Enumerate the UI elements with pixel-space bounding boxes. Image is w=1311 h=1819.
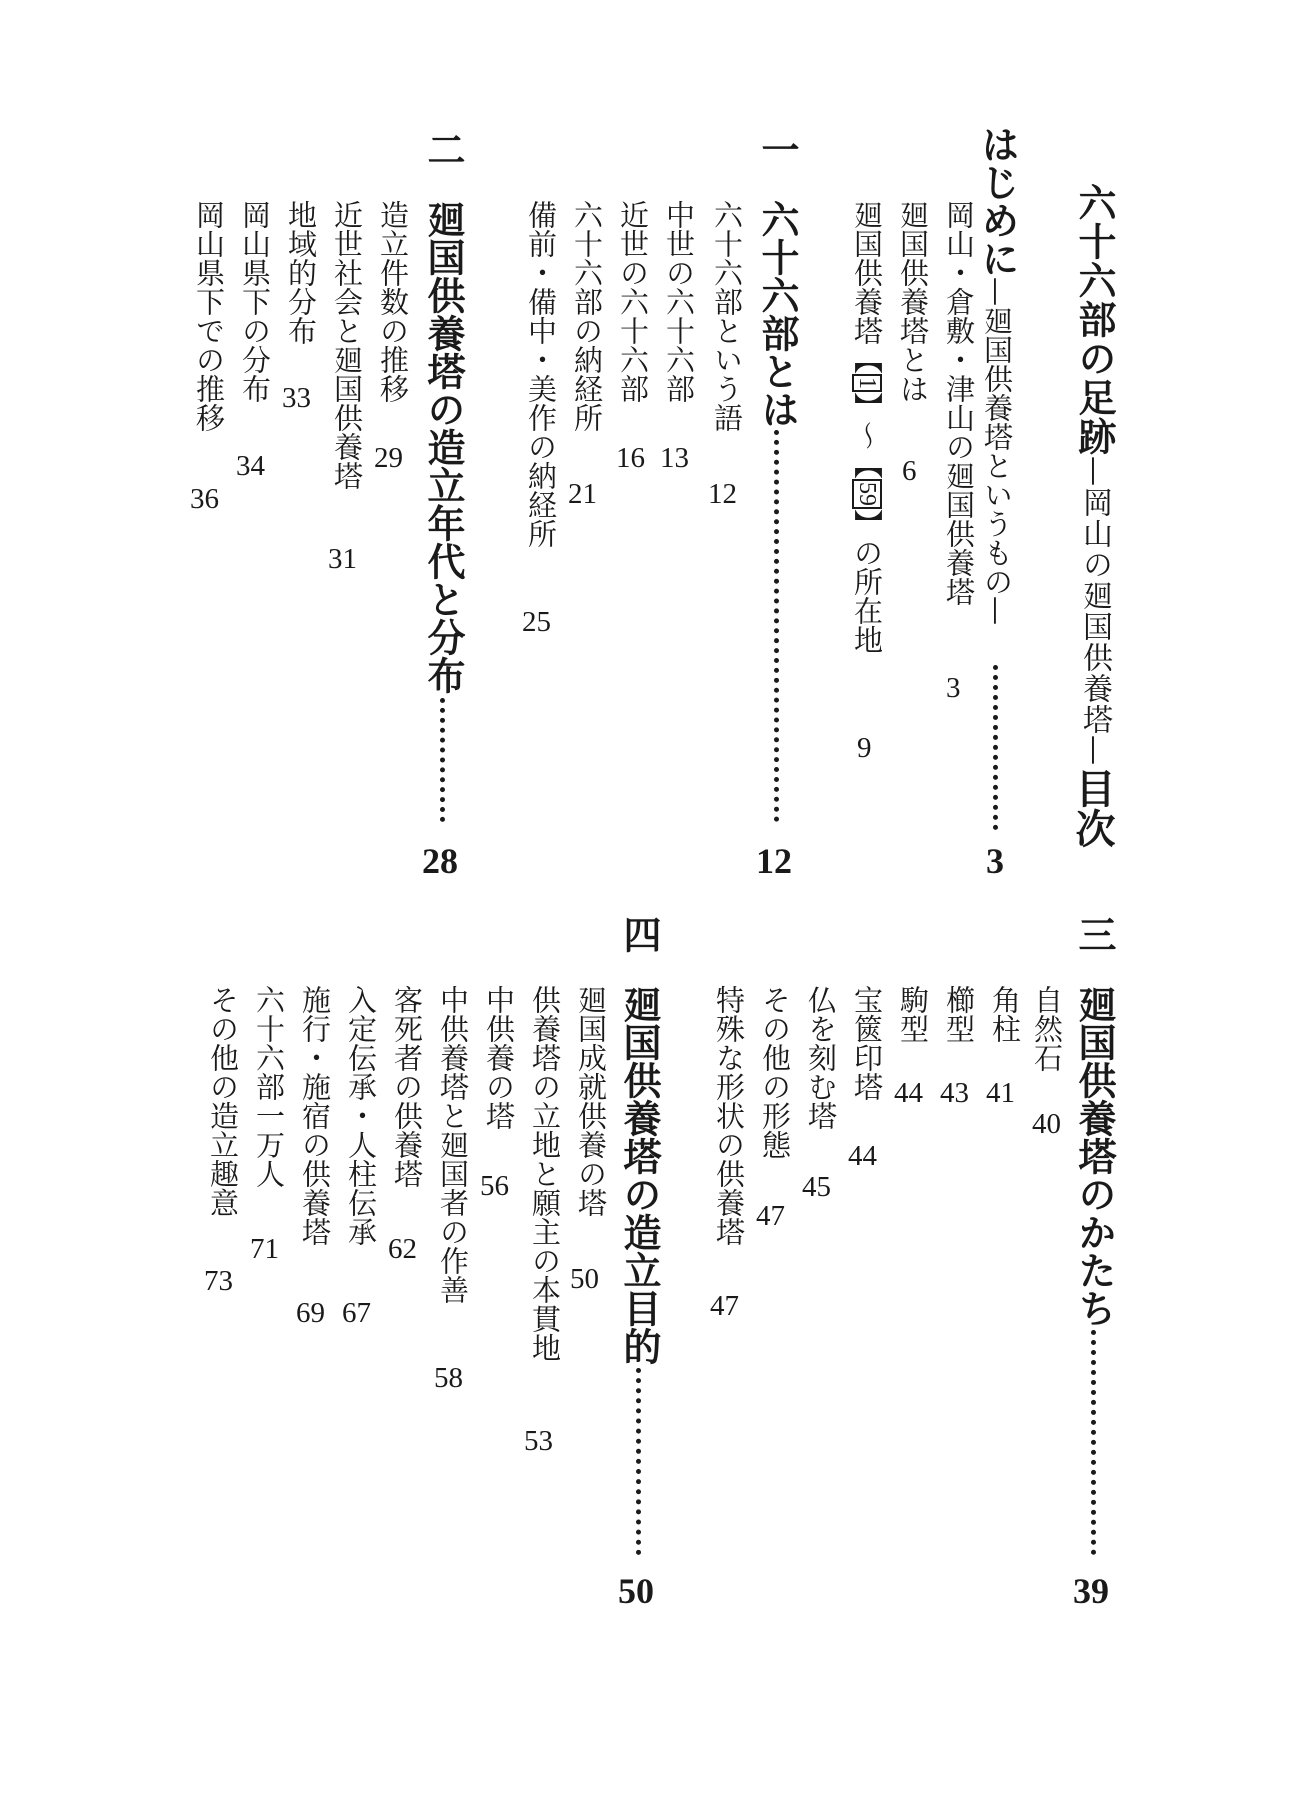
section-4-item-8-page: 71 bbox=[250, 1233, 279, 1265]
section-4-item-2-page: 53 bbox=[524, 1425, 553, 1457]
book-title bbox=[1072, 183, 1117, 766]
section-3-item-2-page: 41 bbox=[986, 1077, 1015, 1109]
section-2-numeral: 二 bbox=[421, 130, 466, 168]
section-2-item-5-page: 36 bbox=[190, 483, 219, 515]
section-1-item-5: 備前・備中・美作の納経所 bbox=[524, 200, 558, 548]
section-3-item-3-page: 43 bbox=[940, 1077, 969, 1109]
intro-item-3-page: 9 bbox=[857, 732, 872, 764]
section-1-item-1-page: 12 bbox=[708, 478, 737, 510]
section-3-item-1: 自然石 bbox=[1030, 985, 1064, 1072]
location-box-59: 59 bbox=[852, 479, 882, 509]
section-3-item-6: 仏を刻む塔 bbox=[804, 985, 838, 1130]
section-4-item-3: 中供養の塔 bbox=[482, 985, 516, 1130]
section-4-item-9-page: 73 bbox=[204, 1265, 233, 1297]
section-2-leader bbox=[440, 698, 445, 822]
section-3-item-8: 特殊な形状の供養塔 bbox=[712, 985, 746, 1246]
section-2-heading: 廻国供養塔の造立年代と分布 bbox=[421, 200, 466, 694]
intro-item-2-page: 6 bbox=[902, 455, 917, 487]
section-4-item-5-page: 62 bbox=[388, 1233, 417, 1265]
section-1-numeral: 一 bbox=[755, 130, 800, 168]
section-3-page: 39 bbox=[1073, 1571, 1109, 1611]
section-2-item-2: 近世社会と廻国供養塔 bbox=[330, 200, 364, 490]
section-3-item-5: 宝篋印塔 bbox=[850, 985, 884, 1101]
section-4-item-6-page: 67 bbox=[342, 1297, 371, 1329]
intro-leader bbox=[993, 665, 998, 830]
section-1-item-4: 六十六部の納経所 bbox=[570, 200, 604, 432]
section-4-item-7: 施行・施宿の供養塔 bbox=[298, 985, 332, 1246]
section-2-item-1-page: 29 bbox=[374, 442, 403, 474]
section-1-item-3: 近世の六十六部 bbox=[616, 200, 650, 403]
section-1-item-5-page: 25 bbox=[522, 606, 551, 638]
intro-item-3: 廻国供養塔【1】～【59】の所在地 bbox=[850, 200, 884, 654]
section-1-item-3-page: 16 bbox=[616, 442, 645, 474]
intro-item-1-page: 3 bbox=[946, 672, 961, 704]
section-2-item-4: 岡山県下の分布 bbox=[238, 200, 272, 403]
section-4-item-3-page: 56 bbox=[480, 1170, 509, 1202]
section-3-numeral: 三 bbox=[1072, 915, 1117, 953]
section-4-item-6: 入定伝承・人柱伝承 bbox=[344, 985, 378, 1246]
section-3-item-7: その他の形態 bbox=[758, 985, 792, 1159]
section-2-item-3-page: 33 bbox=[282, 382, 311, 414]
section-4-item-4-page: 58 bbox=[434, 1362, 463, 1394]
toc-label: 目次 bbox=[1069, 768, 1116, 848]
section-3-item-3: 櫛型 bbox=[942, 985, 976, 1043]
intro-heading: はじめに—廻国供養塔というもの— bbox=[975, 125, 1020, 625]
section-3-item-7-page: 47 bbox=[756, 1200, 785, 1232]
intro-page: 3 bbox=[986, 841, 1004, 881]
section-3-item-5-page: 44 bbox=[848, 1140, 877, 1172]
section-3-leader bbox=[1091, 1330, 1096, 1555]
section-3-item-1-page: 40 bbox=[1032, 1108, 1061, 1140]
section-4-item-2: 供養塔の立地と願主の本貫地 bbox=[528, 985, 562, 1362]
section-3-heading: 廻国供養塔のかたち bbox=[1072, 985, 1117, 1327]
section-3-item-4-page: 44 bbox=[894, 1077, 923, 1109]
section-2-item-2-page: 31 bbox=[328, 543, 357, 575]
section-4-item-1-page: 50 bbox=[570, 1263, 599, 1295]
section-1-item-2-page: 13 bbox=[660, 442, 689, 474]
book-title-main: 六十六部の足跡 bbox=[1072, 183, 1117, 456]
section-3-item-2: 角柱 bbox=[988, 985, 1022, 1043]
section-4-leader bbox=[636, 1368, 641, 1555]
book-subtitle: —岡山の廻国供養塔— bbox=[1077, 456, 1112, 766]
section-1-item-1: 六十六部という語 bbox=[710, 200, 744, 432]
intro-item-1: 岡山・倉敷・津山の廻国供養塔 bbox=[942, 200, 976, 606]
section-2-page: 28 bbox=[422, 841, 458, 881]
location-box-1: 1 bbox=[852, 374, 882, 392]
section-4-page: 50 bbox=[618, 1571, 654, 1611]
section-3-item-4: 駒型 bbox=[896, 985, 930, 1043]
section-4-item-5: 客死者の供養塔 bbox=[390, 985, 424, 1188]
section-4-item-4: 中供養塔と廻国者の作善 bbox=[436, 985, 470, 1304]
section-2-item-4-page: 34 bbox=[236, 450, 265, 482]
section-4-item-9: その他の造立趣意 bbox=[206, 985, 240, 1217]
section-4-item-7-page: 69 bbox=[296, 1297, 325, 1329]
section-2-item-3: 地域的分布 bbox=[284, 200, 318, 345]
section-1-page: 12 bbox=[756, 841, 792, 881]
section-1-item-4-page: 21 bbox=[568, 478, 597, 510]
section-1-heading: 六十六部とは bbox=[755, 200, 800, 428]
section-3-item-8-page: 47 bbox=[710, 1290, 739, 1322]
section-1-item-2: 中世の六十六部 bbox=[662, 200, 696, 403]
section-2-item-1: 造立件数の推移 bbox=[376, 200, 410, 403]
section-4-item-1: 廻国成就供養の塔 bbox=[574, 985, 608, 1217]
section-4-numeral: 四 bbox=[617, 915, 662, 953]
section-4-heading: 廻国供養塔の造立目的 bbox=[617, 985, 662, 1365]
section-2-item-5: 岡山県下での推移 bbox=[192, 200, 226, 432]
section-3-item-6-page: 45 bbox=[802, 1171, 831, 1203]
intro-item-2: 廻国供養塔とは bbox=[896, 200, 930, 403]
section-1-leader bbox=[774, 430, 779, 822]
section-4-item-8: 六十六部一万人 bbox=[252, 985, 286, 1188]
